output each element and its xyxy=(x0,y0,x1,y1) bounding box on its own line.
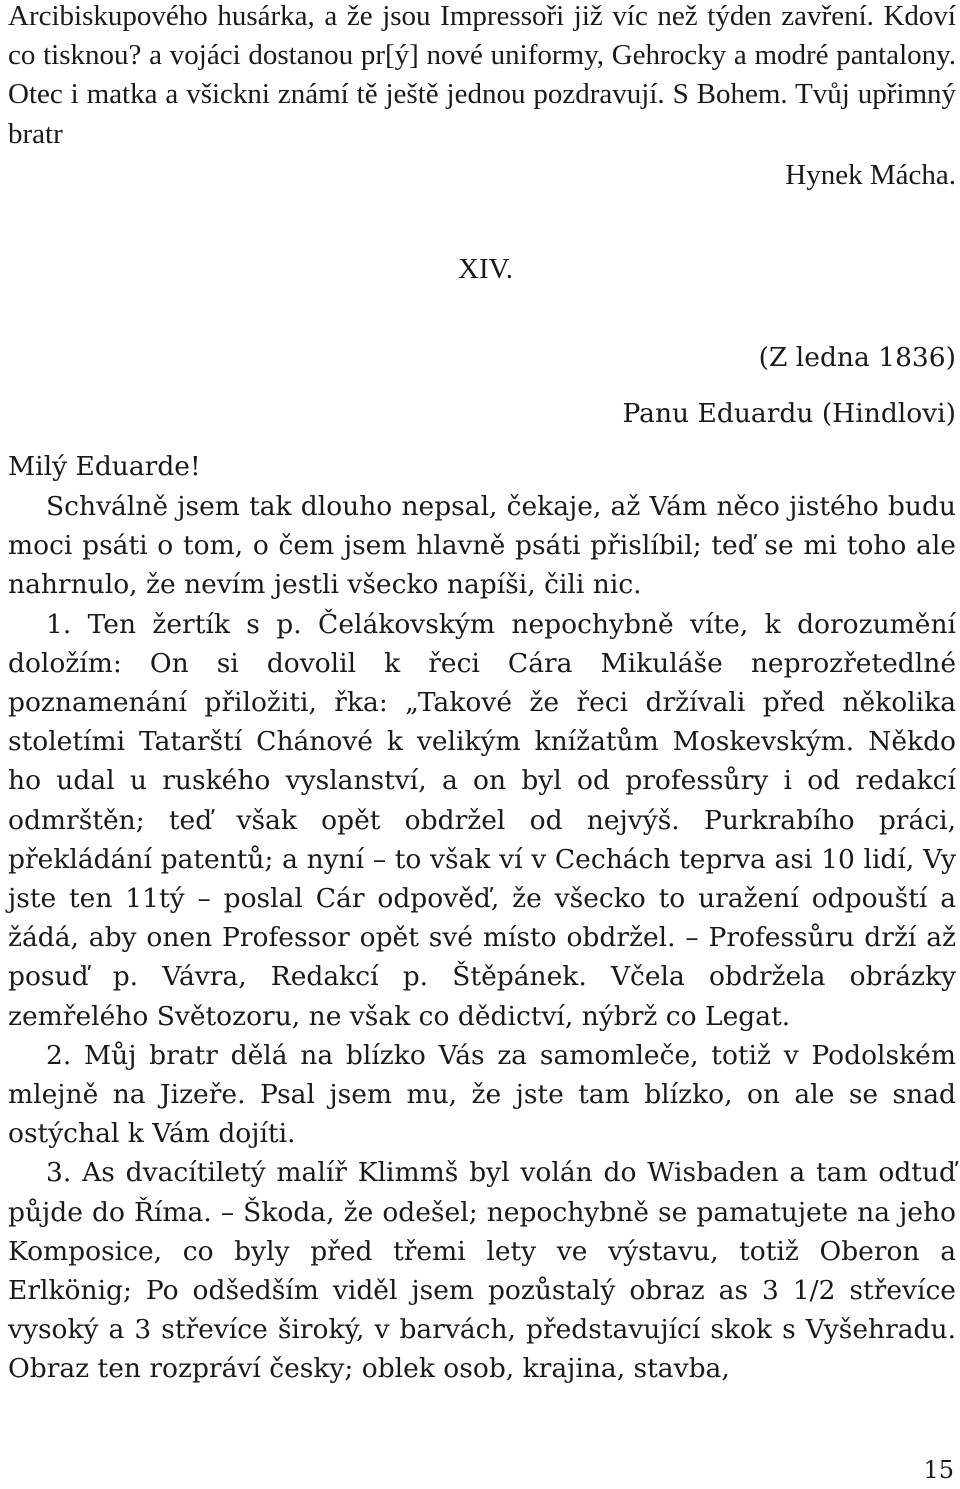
letter-greeting: Milý Eduarde! xyxy=(8,451,201,482)
letter-numeral: XIV. xyxy=(458,253,514,285)
letter-body xyxy=(8,487,956,1389)
closing-paragraph: Arcibiskupového husárka, a že jsou Impressoři již víc než týden zavření. Kdoví co tisknou? a vojáci dostanou pr[ý] nové uniformy, Gehrocky a modré pantalony. Otec i matka a všickni známí tě ještě jednou pozdravují. S Bohem. Tvůj upřimný bratr xyxy=(8,0,956,150)
paragraph-3: 3. As dvacítiletý malíř Klimmš byl volán do Wisbaden a tam odtuď půjde do Říma. – Škoda, že odešel; nepochybně se pamatujete na jeho Komposice, co byly před třemi lety ve výstavu, totiž Oberon a Erlkönig; Po odšedším viděl jsem pozůstalý obraz as 3 1/2 střevíce vysoký a 3 střevíce široký, v barvách, představující skok s Vyšehradu. Obraz ten rozpráví česky; oblek osob, krajina, stavba, xyxy=(8,1157,956,1385)
letter-addressee: Panu Eduardu (Hindlovi) xyxy=(622,398,956,429)
page-number: 15 xyxy=(923,1456,954,1484)
previous-letter-closing xyxy=(8,0,956,154)
paragraph-intro: Schválně jsem tak dlouho nepsal, čekaje, až Vám něco jistého budu moci psáti o tom, o čem jsem hlavně psáti přislíbil; teď se mi toho ale nahrnulo, že nevím jestli všecko napíši, čili nic. xyxy=(8,491,956,601)
paragraph-2: 2. Můj bratr dělá na blízko Vás za samomleče, totiž v Podolském mlejně na Jizeře. Psal jsem mu, že jste tam blízko, on ale se snad ostýchal k Vám dojíti. xyxy=(8,1039,956,1150)
paragraph-1: 1. Ten žertík s p. Čelákovským nepochybně víte, k dorozumění doložím: On si dovolil k řeci Cára Mikuláše neprozřetedlné poznamenání přiložiti, řka: „Takové že řeci držívali před několika stoletími Tatarští Chánové k velikým knížatům Moskevským. Někdo ho udal u ruského vyslanství, a on byl od professůry i od redakcí odmrštěn; teď však opět obdržel od nejvýš. Purkrabího práci, překládání patentů; a nyní – to však ví v Cechách teprva asi 10 lidí, Vy jste ten 11tý – poslal Cár odpověď, že všecko to uražení odpouští a žádá, aby onen Professor opět své místo obdržel. – Professůru drží až posuď p. Vávra, Redakcí p. Štěpánek. Včela obdržela obrázky zemřelého Světozoru, ne však co dědictví, nýbrž co Legat. xyxy=(8,608,956,1032)
letter-date: (Z ledna 1836) xyxy=(758,342,956,373)
signature: Hynek Mácha. xyxy=(785,159,956,191)
